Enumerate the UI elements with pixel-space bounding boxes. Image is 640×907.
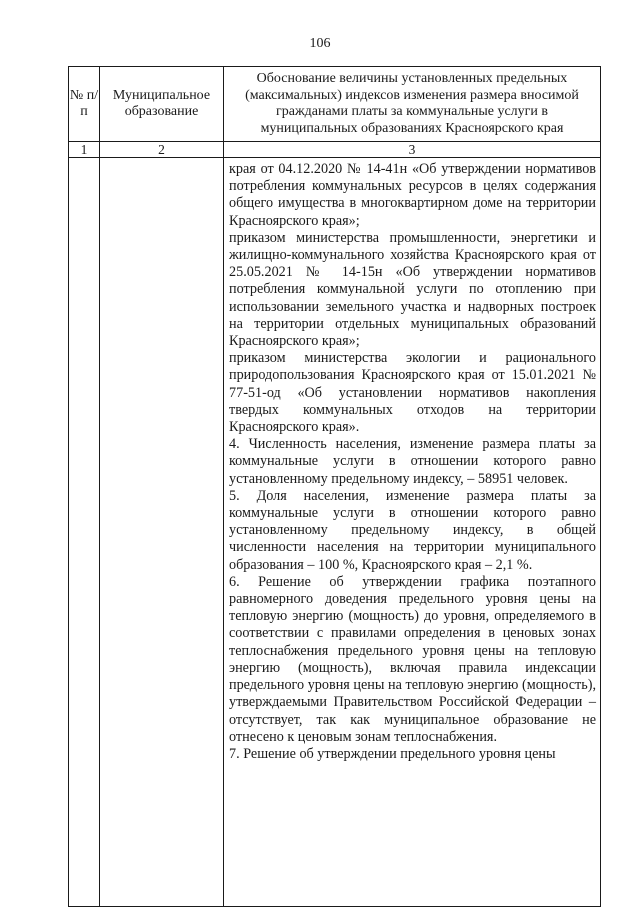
paragraph: приказом министерства экологии и рационального природопользования Красноярского края от 15.01.2021 № 77-51-од «Об установлении нормативов накопления твердых коммунальных отходов на территории Красноярского края».: [229, 350, 596, 436]
column-number-2: 2: [100, 142, 224, 158]
column-number-3: 3: [224, 142, 601, 158]
cell-justification: [224, 158, 601, 907]
paragraph: 6. Решение об утверждении графика поэтапного равномерного доведения предельного уровня цены на тепловую энергию (мощность) до уровня, определяемого в соответствии с правилами определения в ценовых зонах теплоснабжения предельного уровня цены на тепловую энергию (мощность), включая правила индексации предельного уровня цены на тепловую энергию (мощность), утверждаемыми Правительством Российской Федерации – отсутствует, так как муниципальное образование не отнесено к ценовым зонам теплоснабжения.: [229, 573, 596, 745]
paragraph: края от 04.12.2020 № 14-41н «Об утверждении нормативов потребления коммунальных ресурсов в целях содержания общего имущества в многоквартирном доме на территории Красноярского края»;: [229, 161, 596, 229]
table-header-row: [69, 67, 601, 142]
header-justification: Обоснование величины установленных предельных (максимальных) индексов изменения размера вносимой гражданами платы за коммунальные услуги в муниципальных образованиях Красноярского края: [224, 67, 601, 142]
paragraph: 4. Численность населения, изменение размера платы за коммунальные услуги в отношении которого равно установленному предельному индексу, – 58951 человек.: [229, 436, 596, 487]
tariff-justification-table: [68, 66, 601, 907]
header-row-number: № п/п: [69, 67, 100, 142]
paragraph: 5. Доля населения, изменение размера платы за коммунальные услуги в отношении которого равно установленному предельному индексу, в общей численности населения на территории муниципального образования – 100 %, Красноярского края – 2,1 %.: [229, 487, 596, 573]
cell-municipality: [100, 158, 224, 907]
paragraph: приказом министерства промышленности, энергетики и жилищно-коммунального хозяйства Красноярского края от 25.05.2021 № 14-15н «Об утверждении нормативов потребления коммунальной услуги по отоплению при использовании земельного участка и надворных построек на территории отдельных муниципальных образований Красноярского края»;: [229, 229, 596, 350]
page-number: 106: [309, 36, 331, 51]
paragraph: 7. Решение об утверждении предельного уровня цены: [229, 745, 556, 762]
header-municipality: Муниципальное образование: [100, 67, 224, 142]
justification-text: [224, 158, 600, 763]
column-number-1: 1: [69, 142, 100, 158]
column-number-row: [69, 142, 601, 158]
cell-row-number: [69, 158, 100, 907]
table-row: [69, 158, 601, 907]
